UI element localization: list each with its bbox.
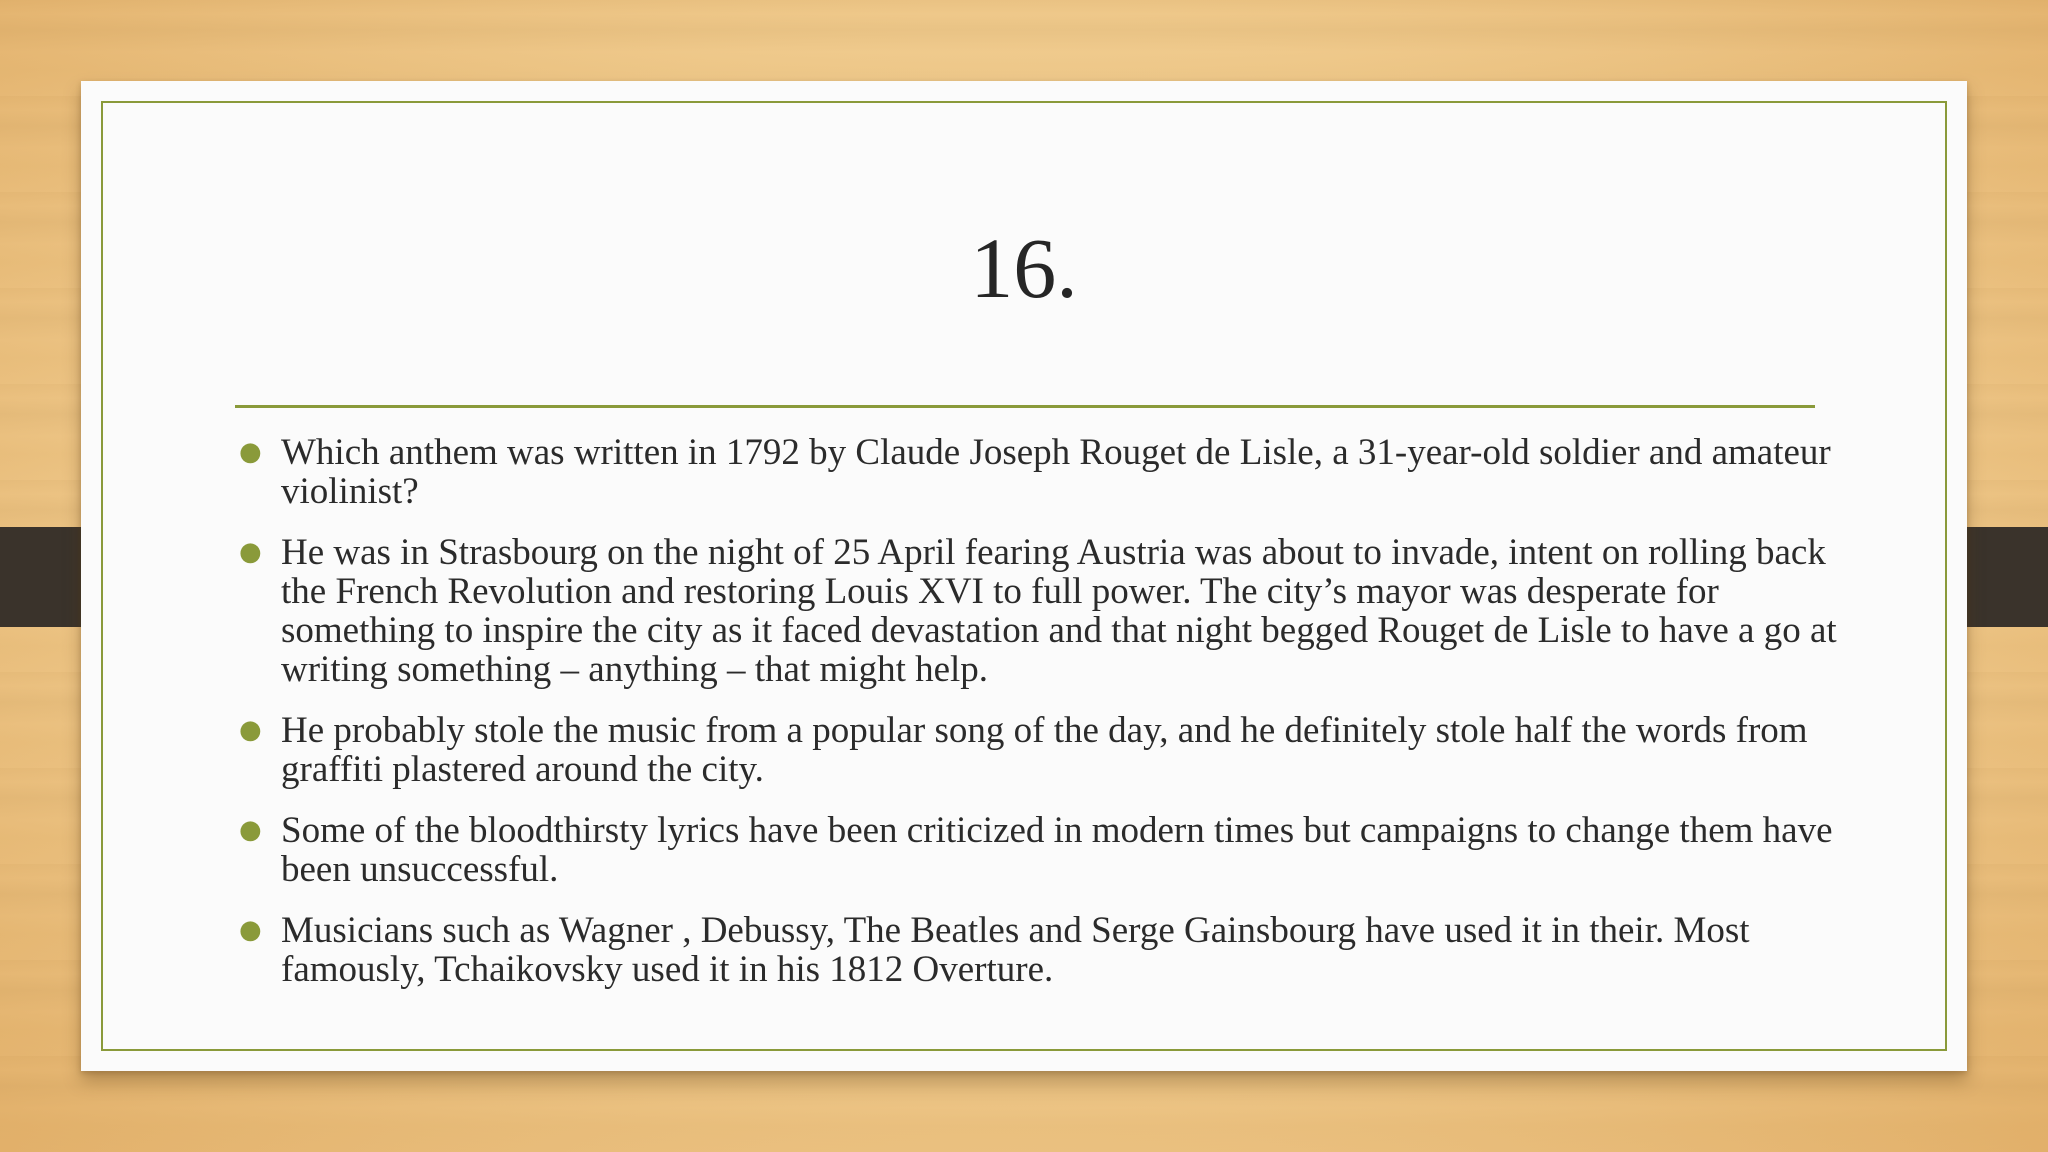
bullet-dot-icon: ● (239, 537, 262, 567)
bullet-item (235, 811, 1845, 889)
bullet-item (235, 711, 1845, 789)
bullet-dot-icon: ● (239, 437, 262, 467)
bullet-text: He probably stole the music from a popular song of the day, and he definitely stole half the words from graffiti plastered around the city. (281, 710, 1808, 790)
bullet-list (235, 433, 1845, 1011)
bullet-dot-icon: ● (239, 715, 262, 745)
bullet-dot-icon: ● (239, 915, 262, 945)
bullet-text: Which anthem was written in 1792 by Claude Joseph Rouget de Lisle, a 31-year-old soldier and amateur violinist? (281, 432, 1831, 512)
bullet-text: Some of the bloodthirsty lyrics have been criticized in modern times but campaigns to change them have been unsuccessful. (281, 810, 1833, 890)
bullet-text: Musicians such as Wagner , Debussy, The Beatles and Serge Gainsbourg have used it in their. Most famously, Tchaikovsky used it in his 1812 Overture. (281, 910, 1750, 990)
bullet-dot-icon: ● (239, 815, 262, 845)
bullet-item (235, 433, 1845, 511)
bullet-item (235, 911, 1845, 989)
slide (81, 81, 1967, 1071)
slide-title: 16. (970, 220, 1078, 316)
bullet-item (235, 533, 1845, 689)
title-divider (235, 405, 1815, 408)
bullet-text: He was in Strasbourg on the night of 25 April fearing Austria was about to invade, intent on rolling back the French Revolution and restoring Louis XVI to full power. The city’s mayor was desperate for something to inspire the city as it faced devastation and that night begged Rouget de Lisle to have a go at writing something – anything – that might help. (281, 532, 1837, 690)
